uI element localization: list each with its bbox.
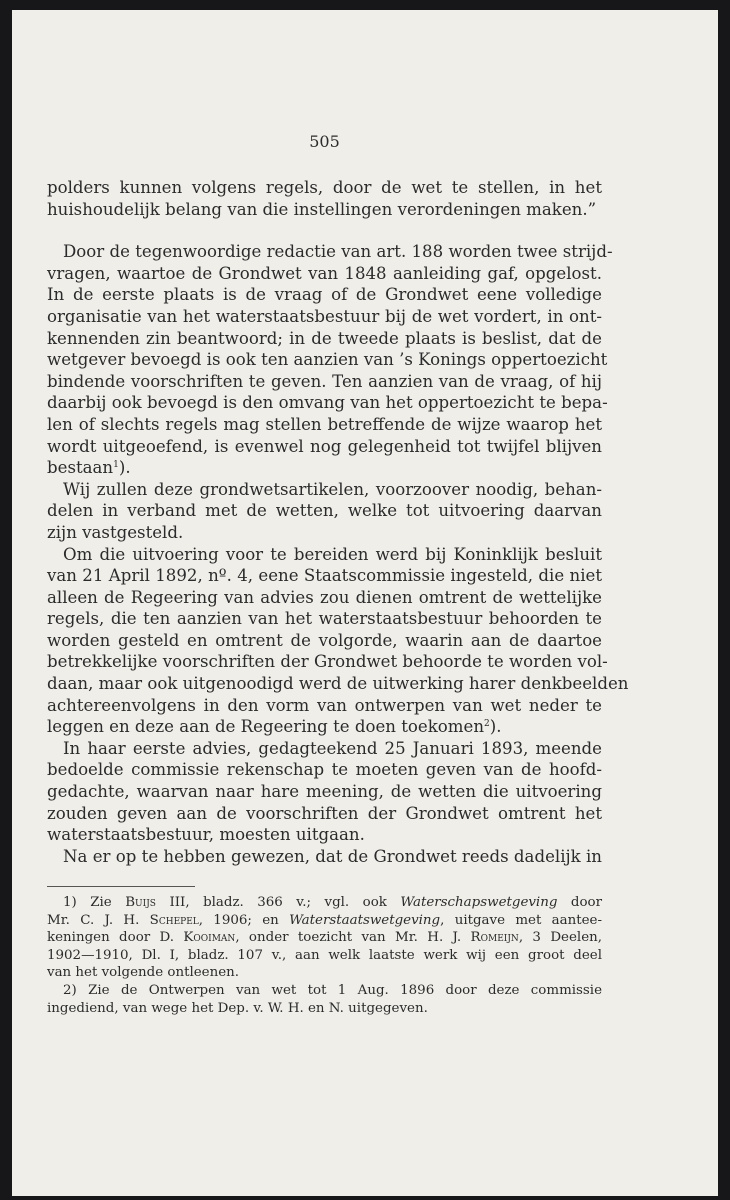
line-text: zouden geven aan de voorschriften der Grondwet omtrent het xyxy=(47,803,602,823)
page-number: 505 xyxy=(309,132,340,151)
footnote-author: Schepel xyxy=(149,912,199,928)
footnote-text: Mr. C. J. H. xyxy=(47,912,150,928)
line-text: len of slechts regels mag stellen betreffende de wijze waarop het xyxy=(47,414,602,434)
line-text: wordt uitgeoefend, is evenwel nog gelegenheid tot twijfel blijven xyxy=(47,436,602,456)
footnote-line xyxy=(47,964,602,982)
text-line xyxy=(47,846,602,868)
line-text: polders kunnen volgens regels, door de wet te stellen, in het xyxy=(47,178,602,197)
text-line xyxy=(47,306,602,328)
footnote-author: Kooiman xyxy=(183,930,236,946)
text-line xyxy=(47,824,602,846)
footnote-text: 2) Zie de Ontwerpen van wet tot 1 Aug. 1896 door deze commissie xyxy=(63,982,602,998)
footnote-2 xyxy=(47,982,602,1017)
footnotes xyxy=(47,894,602,1017)
footnote-text: van het volgende ontleenen. xyxy=(47,965,240,981)
text-line xyxy=(47,349,608,371)
text-line xyxy=(47,457,602,479)
footnote-line xyxy=(47,982,602,1000)
line-tail: ). xyxy=(118,458,131,478)
text-line xyxy=(47,587,602,609)
footnote-line xyxy=(47,1000,602,1018)
line-text: bestaan xyxy=(47,458,114,478)
footnote-text: , uitgave met aantee- xyxy=(440,912,602,928)
line-text: van 21 April 1892, nº. 4, eene Staatscommissie ingesteld, die niet xyxy=(47,566,602,586)
line-text: huishoudelijk belang van die instellingen verordeningen maken.” xyxy=(47,199,597,219)
line-text: regels, die ten aanzien van het waterstaatsbestuur behoorden te xyxy=(47,609,602,629)
footnote-text: , 1906; en xyxy=(198,912,290,928)
text-line xyxy=(47,522,602,544)
footnote-rule xyxy=(47,886,195,887)
line-text: leggen en deze aan de Regeering te doen toekomen xyxy=(47,717,485,737)
line-text: In de eerste plaats is de vraag of de Grondwet eene volledige xyxy=(47,285,602,305)
book-page xyxy=(12,10,718,1196)
paragraph-gap xyxy=(47,220,602,241)
footnote-text: , 3 Deelen, xyxy=(518,930,602,946)
body-text xyxy=(47,177,629,867)
line-text: Wij zullen deze grondwetsartikelen, voorzoover noodig, behan- xyxy=(63,479,602,499)
footnote-text: door xyxy=(557,895,602,910)
footnote-title: Waterstaatswetgeving xyxy=(289,912,441,928)
text-line xyxy=(47,177,602,199)
text-line xyxy=(47,565,602,587)
text-line xyxy=(47,263,602,285)
text-line xyxy=(47,414,602,436)
text-line xyxy=(47,544,602,566)
line-text: daarbij ook bevoegd is den omvang van het oppertoezicht te bepa- xyxy=(47,393,608,413)
line-text: betrekkelijke voorschriften der Grondwet behoorde te worden vol- xyxy=(47,652,608,672)
footnote-text: 1) Zie xyxy=(63,895,126,910)
line-text: In haar eerste advies, gedagteekend 25 Januari 1893, meende xyxy=(63,738,602,758)
footnote-text: , onder toezicht van Mr. H. J. xyxy=(235,930,471,946)
line-text: worden gesteld en omtrent de volgorde, waarin aan de daartoe xyxy=(47,630,602,650)
footnote-line xyxy=(47,912,602,930)
line-text: Door de tegenwoordige redactie van art. 188 worden twee strijd- xyxy=(63,242,613,262)
line-text: bindende voorschriften te geven. Ten aanzien van de vraag, of hij xyxy=(47,371,602,391)
footnote-ref: 1 xyxy=(113,460,119,471)
text-line xyxy=(47,630,602,652)
line-text: Om die uitvoering voor te bereiden werd bij Koninklijk besluit xyxy=(63,544,602,564)
footnote-text: 1902—1910, Dl. I, bladz. 107 v., aan welk laatste werk wij een groot deel xyxy=(47,947,602,963)
footnote-text: keningen door D. xyxy=(47,930,184,946)
line-text: waterstaatsbestuur, moesten uitgaan. xyxy=(47,825,365,845)
text-line xyxy=(47,199,602,221)
text-line xyxy=(47,392,608,414)
line-text: kennenden zin beantwoord; in de tweede plaats is beslist, dat de xyxy=(47,328,602,348)
line-text: Na er op te hebben gewezen, dat de Grondwet reeds dadelijk in xyxy=(63,846,602,866)
text-line xyxy=(47,716,602,738)
line-text: achtereenvolgens in den vorm van ontwerpen van wet neder te xyxy=(47,695,602,715)
footnote-title: Waterschapswetgeving xyxy=(400,895,558,910)
text-line xyxy=(47,608,602,630)
line-text: organisatie van het waterstaatsbestuur bij de wet vordert, in ont- xyxy=(47,306,602,326)
text-line xyxy=(47,803,602,825)
footnote-line xyxy=(47,929,602,947)
line-text: zijn vastgesteld. xyxy=(47,522,184,542)
text-line xyxy=(47,241,613,263)
text-line xyxy=(47,759,602,781)
line-text: vragen, waartoe de Grondwet van 1848 aanleiding gaf, opgelost. xyxy=(47,263,602,283)
footnote-author: Buijs xyxy=(125,895,156,910)
text-line xyxy=(47,738,602,760)
text-line xyxy=(47,371,602,393)
text-line xyxy=(47,328,602,350)
text-line xyxy=(47,781,602,803)
text-line xyxy=(47,284,602,306)
text-line xyxy=(47,673,629,695)
line-tail: ). xyxy=(489,717,502,737)
line-text: daan, maar ook uitgenoodigd werd de uitwerking harer denkbeelden xyxy=(47,674,629,694)
text-line xyxy=(47,479,602,501)
line-text: alleen de Regeering van advies zou dienen omtrent de wettelijke xyxy=(47,587,602,607)
footnote-text: ingediend, van wege het Dep. v. W. H. en N. uitgegeven. xyxy=(47,1000,428,1016)
text-line xyxy=(47,651,608,673)
footnote-text: III, bladz. 366 v.; vgl. ook xyxy=(155,895,401,910)
footnote-1 xyxy=(47,894,602,982)
line-text: gedachte, waarvan naar hare meening, de wetten die uitvoering xyxy=(47,782,602,802)
line-text: bedoelde commissie rekenschap te moeten geven van de hoofd- xyxy=(47,760,602,780)
text-line xyxy=(47,436,602,458)
footnote-ref: 2 xyxy=(484,719,490,730)
footnote-line xyxy=(47,947,602,965)
line-text: delen in verband met de wetten, welke tot uitvoering daarvan xyxy=(47,501,602,521)
footnote-line xyxy=(47,894,602,912)
line-text: wetgever bevoegd is ook ten aanzien van ’s Konings oppertoezicht xyxy=(47,350,608,370)
text-line xyxy=(47,500,602,522)
footnote-author: Romeijn xyxy=(470,930,519,946)
text-line xyxy=(47,695,602,717)
